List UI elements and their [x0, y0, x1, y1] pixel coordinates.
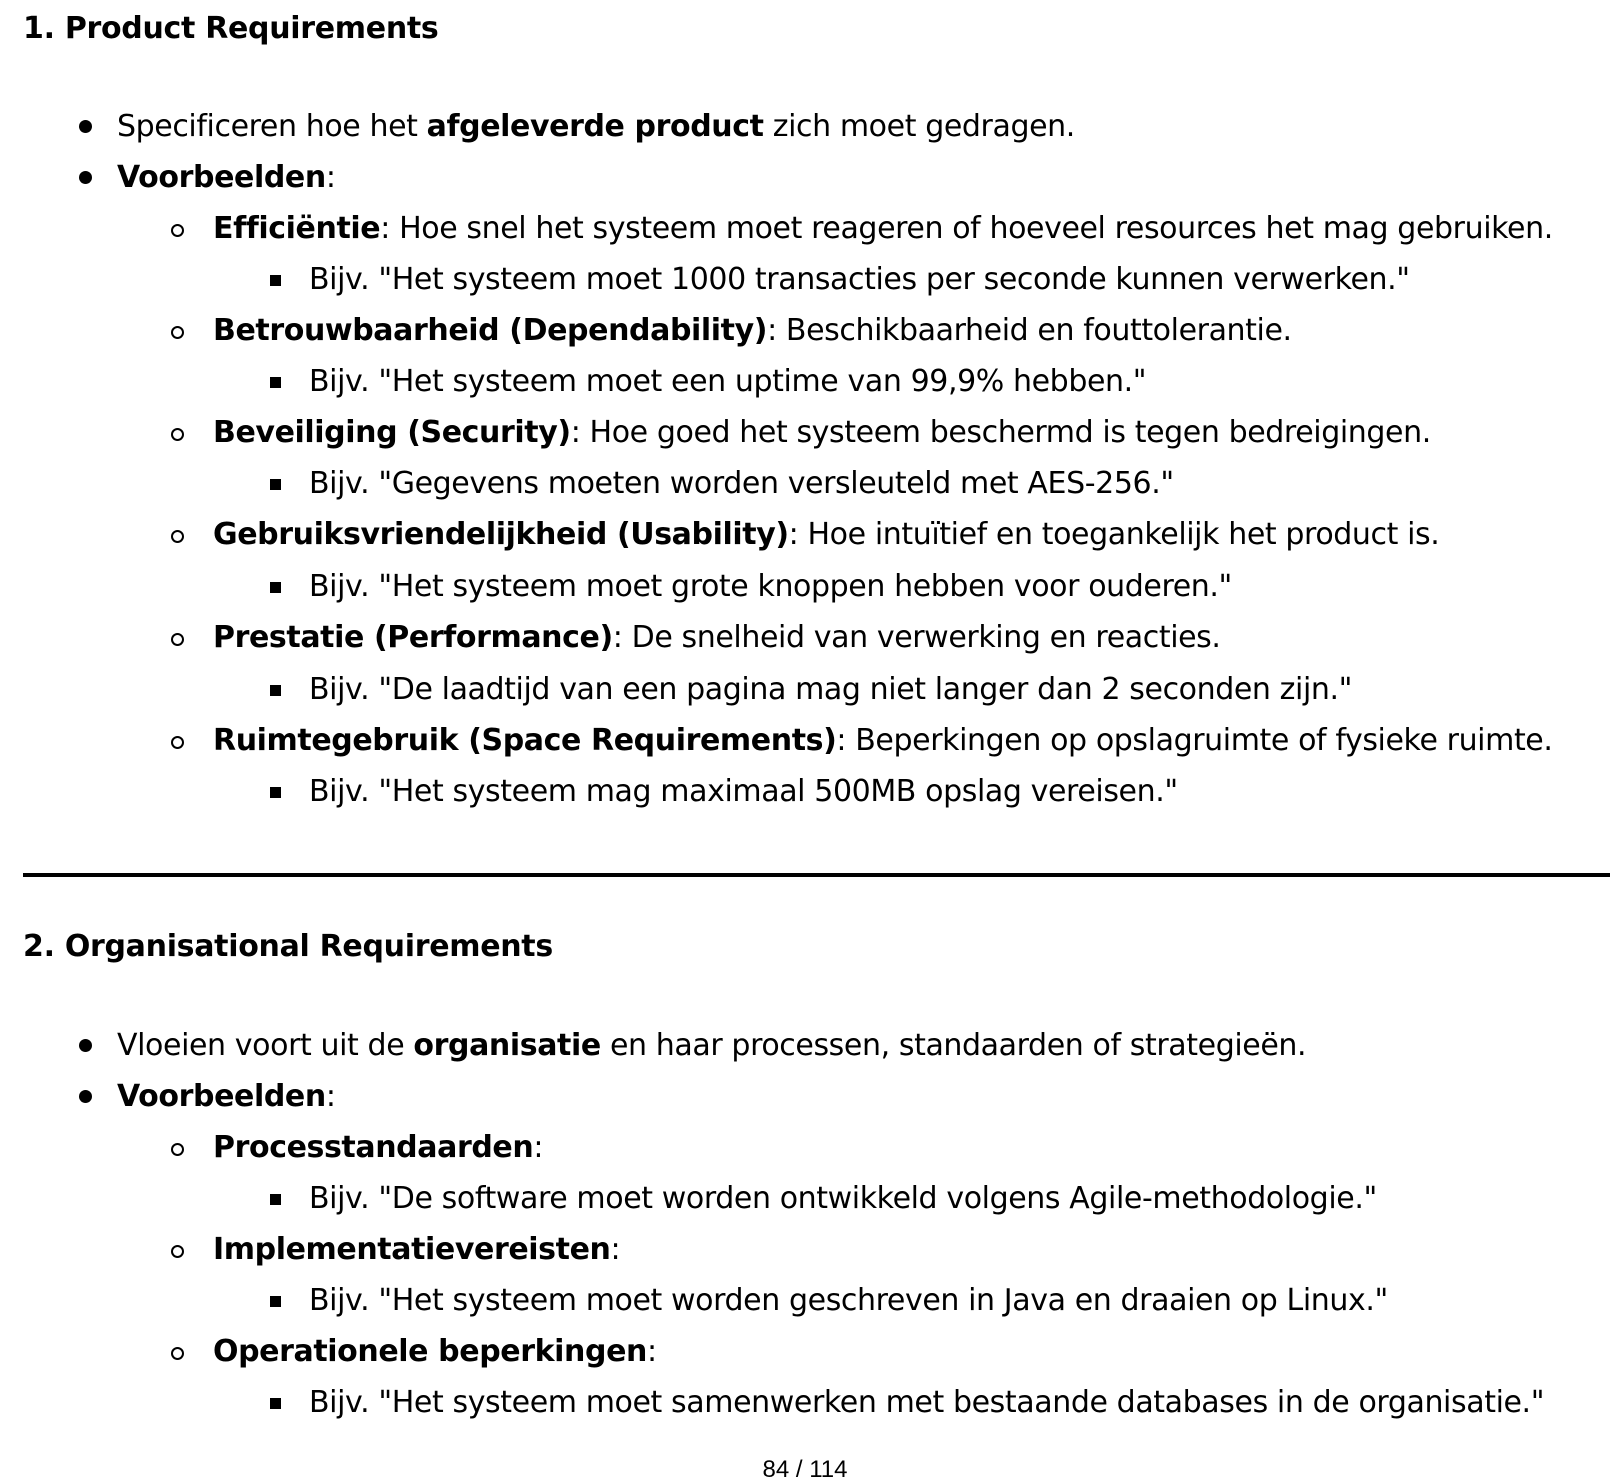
bullet-circle-icon — [171, 428, 184, 441]
bullet-square-icon — [270, 685, 281, 696]
bullet-disc-icon — [79, 171, 92, 184]
list-item: Beveiliging (Security): Hoe goed het systeem beschermd is tegen bedreigingen. — [213, 415, 1431, 450]
section-title: 2. Organisational Requirements — [23, 929, 553, 964]
bullet-square-icon — [270, 377, 281, 388]
example-text: Bijv. "Het systeem moet 1000 transacties per seconde kunnen verwerken." — [309, 262, 1410, 297]
bullet-circle-icon — [171, 633, 184, 646]
bullet-disc-icon — [79, 1090, 92, 1103]
list-item: Efficiëntie: Hoe snel het systeem moet reageren of hoeveel resources het mag gebruiken. — [213, 211, 1553, 246]
list-item: Implementatievereisten: — [213, 1232, 621, 1267]
example-text: Bijv. "De software moet worden ontwikkeld volgens Agile-methodologie." — [309, 1181, 1377, 1216]
bullet-square-icon — [270, 1398, 281, 1409]
list-item: Prestatie (Performance): De snelheid van verwerking en reacties. — [213, 620, 1221, 655]
example-text: Bijv. "Het systeem moet samenwerken met bestaande databases in de organisatie." — [309, 1385, 1545, 1420]
list-item: Betrouwbaarheid (Dependability): Beschikbaarheid en fouttolerantie. — [213, 313, 1292, 348]
bullet-circle-icon — [171, 1347, 184, 1360]
example-text: Bijv. "Het systeem moet grote knoppen hebben voor ouderen." — [309, 569, 1232, 604]
list-item: Operationele beperkingen: — [213, 1334, 657, 1369]
example-text: Bijv. "De laadtijd van een pagina mag niet langer dan 2 seconden zijn." — [309, 672, 1353, 707]
bullet-circle-icon — [171, 530, 184, 543]
intro-text: Vloeien voort uit de organisatie en haar processen, standaarden of strategieën. — [117, 1028, 1307, 1063]
list-item: Gebruiksvriendelijkheid (Usability): Hoe intuïtief en toegankelijk het product is. — [213, 517, 1440, 552]
example-text: Bijv. "Het systeem mag maximaal 500MB opslag vereisen." — [309, 774, 1178, 809]
example-text: Bijv. "Het systeem moet worden geschreven in Java en draaien op Linux." — [309, 1283, 1388, 1318]
bullet-square-icon — [270, 582, 281, 593]
examples-heading: Voorbeelden: — [117, 1079, 336, 1114]
example-text: Bijv. "Gegevens moeten worden versleuteld met AES-256." — [309, 466, 1174, 501]
intro-text: Specificeren hoe het afgeleverde product zich moet gedragen. — [117, 109, 1075, 144]
section-title: 1. Product Requirements — [23, 11, 439, 46]
horizontal-divider — [23, 873, 1610, 877]
bullet-disc-icon — [79, 1039, 92, 1052]
page-indicator: 84 / 114 — [762, 1456, 848, 1483]
bullet-square-icon — [270, 1194, 281, 1205]
examples-heading: Voorbeelden: — [117, 160, 336, 195]
bullet-square-icon — [270, 479, 281, 490]
bullet-circle-icon — [171, 736, 184, 749]
bullet-square-icon — [270, 787, 281, 798]
bullet-circle-icon — [171, 1245, 184, 1258]
bullet-disc-icon — [79, 120, 92, 133]
bullet-square-icon — [270, 1296, 281, 1307]
example-text: Bijv. "Het systeem moet een uptime van 99,9% hebben." — [309, 364, 1147, 399]
bullet-circle-icon — [171, 224, 184, 237]
bullet-circle-icon — [171, 326, 184, 339]
bullet-circle-icon — [171, 1143, 184, 1156]
bullet-square-icon — [270, 275, 281, 286]
list-item: Ruimtegebruik (Space Requirements): Beperkingen op opslagruimte of fysieke ruimte. — [213, 723, 1553, 758]
list-item: Processtandaarden: — [213, 1130, 544, 1165]
